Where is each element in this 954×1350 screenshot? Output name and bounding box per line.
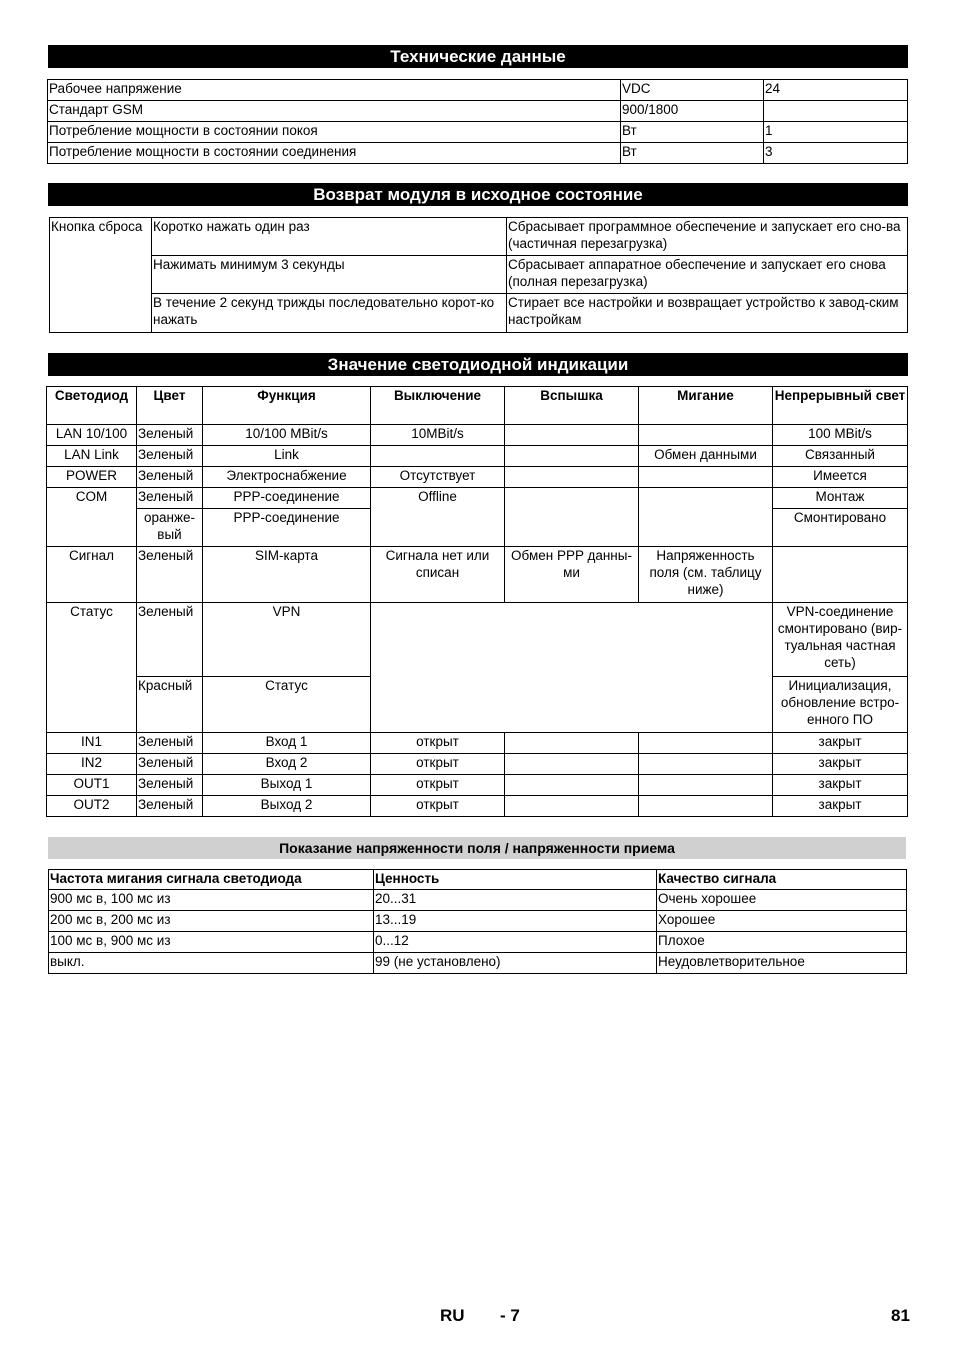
table-row [50, 256, 908, 294]
led-status-empty [371, 603, 773, 733]
led-function: Выход 2 [203, 796, 371, 817]
tech-param: Рабочее напряжение [48, 80, 621, 101]
table-row [50, 218, 908, 256]
led-blink [639, 467, 773, 488]
tech-value: 3 [764, 143, 908, 164]
led-flash [505, 425, 639, 446]
col-header: Вспышка [505, 387, 639, 425]
led-table [46, 386, 908, 817]
led-function: Вход 2 [203, 754, 371, 775]
led-color: Зеленый [137, 425, 203, 446]
led-color: Зеленый [137, 488, 203, 509]
led-name: Сигнал [47, 547, 137, 603]
led-blink [639, 425, 773, 446]
table-row [47, 467, 908, 488]
table-row [48, 122, 908, 143]
led-function: Электроснабжение [203, 467, 371, 488]
led-name: POWER [47, 467, 137, 488]
led-off [371, 446, 505, 467]
footer-page-sub: - 7 [500, 1306, 520, 1325]
led-color: Зеленый [137, 754, 203, 775]
led-off: Отсутствует [371, 467, 505, 488]
tech-param: Потребление мощности в состоянии соединения [48, 143, 621, 164]
led-function: Вход 1 [203, 733, 371, 754]
table-row [49, 932, 907, 953]
led-steady: Смонтировано [773, 509, 908, 547]
col-header: Ценность [374, 870, 657, 890]
led-name: OUT1 [47, 775, 137, 796]
led-function: PPP-соединение [203, 509, 371, 547]
table-row [47, 796, 908, 817]
led-off: открыт [371, 796, 505, 817]
footer-language: RU [440, 1306, 465, 1325]
signal-frequency: 100 мс в, 900 мс из [49, 932, 374, 953]
reset-button-label: Кнопка сброса [50, 218, 152, 333]
table-row [47, 488, 908, 509]
reset-effect: Сбрасывает программное обеспечение и запускает его сно-ва (частичная перезагрузка) [507, 218, 908, 256]
led-color: Красный [137, 677, 203, 733]
table-row [47, 775, 908, 796]
led-steady: закрыт [773, 796, 908, 817]
led-color: Зеленый [137, 733, 203, 754]
led-function: Статус [203, 677, 371, 733]
led-flash: Обмен PPP данны-ми [505, 547, 639, 603]
led-steady: VPN-соединение смонтировано (вир-туальная частная сеть) [773, 603, 908, 677]
table-row [50, 294, 908, 333]
led-color: Зеленый [137, 446, 203, 467]
led-blink [639, 775, 773, 796]
led-steady: 100 MBit/s [773, 425, 908, 446]
led-off: 10MBit/s [371, 425, 505, 446]
tech-value: 1 [764, 122, 908, 143]
reset-table [49, 217, 908, 333]
signal-quality: Неудовлетворительное [657, 953, 907, 974]
tech-table [47, 79, 908, 164]
signal-frequency: 200 мс в, 200 мс из [49, 911, 374, 932]
led-off: Сигнала нет или списан [371, 547, 505, 603]
tech-unit: Вт [621, 143, 764, 164]
led-name: COM [47, 488, 137, 547]
tech-unit: 900/1800 [621, 101, 764, 122]
led-color: Зеленый [137, 796, 203, 817]
signal-section-title: Показание напряженности поля / напряженности приема [48, 837, 906, 859]
led-steady: Инициализация, обновление встро-енного ПО [773, 677, 908, 733]
table-row [49, 890, 907, 911]
led-steady: Монтаж [773, 488, 908, 509]
led-blink: Обмен данными [639, 446, 773, 467]
led-flash [505, 446, 639, 467]
led-steady: закрыт [773, 733, 908, 754]
led-steady: закрыт [773, 754, 908, 775]
led-color: Зеленый [137, 603, 203, 677]
led-header-row [47, 387, 908, 425]
table-row [49, 911, 907, 932]
reset-section-title: Возврат модуля в исходное состояние [48, 183, 908, 206]
signal-value: 13...19 [374, 911, 657, 932]
tech-param: Потребление мощности в состоянии покоя [48, 122, 621, 143]
led-function: 10/100 MBit/s [203, 425, 371, 446]
led-function: PPP-соединение [203, 488, 371, 509]
led-section-title: Значение светодиодной индикации [48, 353, 908, 376]
tech-value: 24 [764, 80, 908, 101]
led-steady [773, 547, 908, 603]
table-row [48, 101, 908, 122]
table-row [49, 953, 907, 974]
led-steady: закрыт [773, 775, 908, 796]
led-color: Зеленый [137, 467, 203, 488]
tech-section-title: Технические данные [48, 45, 908, 68]
signal-frequency: выкл. [49, 953, 374, 974]
led-off: открыт [371, 733, 505, 754]
led-flash [505, 796, 639, 817]
col-header: Цвет [137, 387, 203, 425]
led-off: открыт [371, 775, 505, 796]
reset-action: Коротко нажать один раз [152, 218, 507, 256]
col-header: Частота мигания сигнала светодиода [49, 870, 374, 890]
led-function: Выход 1 [203, 775, 371, 796]
table-row [47, 425, 908, 446]
col-header: Выключение [371, 387, 505, 425]
table-row [47, 603, 908, 677]
table-row [47, 446, 908, 467]
led-name: Статус [47, 603, 137, 733]
signal-quality: Хорошее [657, 911, 907, 932]
led-blink: Напряженность поля (см. таблицу ниже) [639, 547, 773, 603]
col-header: Непрерывный свет [773, 387, 908, 425]
led-function: Link [203, 446, 371, 467]
reset-effect: Сбрасывает аппаратное обеспечение и запускает его снова (полная перезагрузка) [507, 256, 908, 294]
col-header: Качество сигнала [657, 870, 907, 890]
led-blink [639, 733, 773, 754]
table-row [48, 143, 908, 164]
led-name: LAN 10/100 [47, 425, 137, 446]
footer-page-number: 81 [891, 1306, 910, 1325]
led-blink [639, 796, 773, 817]
reset-action: В течение 2 секунд трижды последовательно корот-ко нажать [152, 294, 507, 333]
signal-quality: Плохое [657, 932, 907, 953]
led-flash [505, 467, 639, 488]
led-name: IN2 [47, 754, 137, 775]
signal-frequency: 900 мс в, 100 мс из [49, 890, 374, 911]
led-steady: Связанный [773, 446, 908, 467]
signal-value: 0...12 [374, 932, 657, 953]
signal-value: 99 (не установлено) [374, 953, 657, 974]
table-row [47, 547, 908, 603]
col-header: Функция [203, 387, 371, 425]
led-color: Зеленый [137, 775, 203, 796]
led-off: открыт [371, 754, 505, 775]
led-flash [505, 775, 639, 796]
led-flash [505, 733, 639, 754]
led-off: Offline [371, 488, 505, 547]
col-header: Мигание [639, 387, 773, 425]
led-name: OUT2 [47, 796, 137, 817]
table-row [47, 733, 908, 754]
tech-value [764, 101, 908, 122]
signal-table [48, 869, 907, 974]
led-flash [505, 754, 639, 775]
led-blink [639, 488, 773, 547]
tech-unit: VDC [621, 80, 764, 101]
signal-quality: Очень хорошее [657, 890, 907, 911]
led-flash [505, 488, 639, 547]
reset-action: Нажимать минимум 3 секунды [152, 256, 507, 294]
led-blink [639, 754, 773, 775]
table-row [47, 754, 908, 775]
signal-value: 20...31 [374, 890, 657, 911]
table-row [48, 80, 908, 101]
led-function: VPN [203, 603, 371, 677]
led-steady: Имеется [773, 467, 908, 488]
reset-effect: Стирает все настройки и возвращает устройство к завод-ским настройкам [507, 294, 908, 333]
signal-header-row [49, 870, 907, 890]
led-color: Зеленый [137, 547, 203, 603]
tech-unit: Вт [621, 122, 764, 143]
led-color: оранже-вый [137, 509, 203, 547]
led-name: IN1 [47, 733, 137, 754]
led-name: LAN Link [47, 446, 137, 467]
col-header: Светодиод [47, 387, 137, 425]
tech-param: Стандарт GSM [48, 101, 621, 122]
led-function: SIM-карта [203, 547, 371, 603]
